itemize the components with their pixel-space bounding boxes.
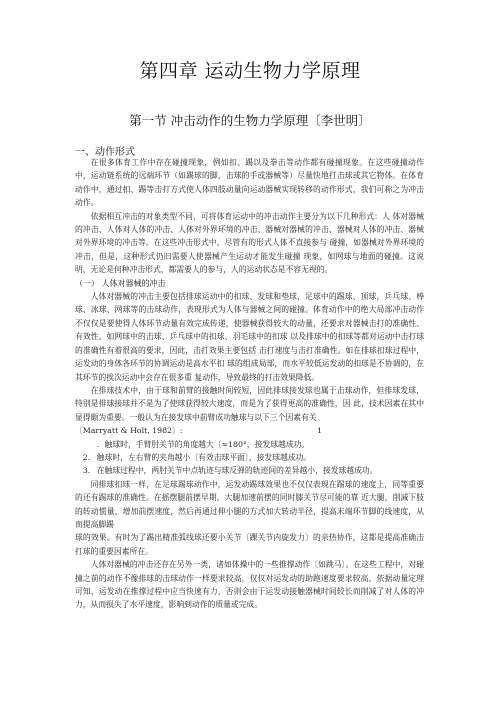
- paragraph: 球的效果。有时为了踢出精准弧线球还要小关节〔踝关节内旋发力〕的亲热协作，这都是提高准确击打球的重要因素所在。: [75, 533, 424, 556]
- paragraph: 人体对器械的冲击主要包括排球运动中的扣球、发球和垫球，足球中的踢球、顶球，乒乓球、棒球、冰球、网球等的击球动作，表现形式为人体与器械之间的碰撞。体育动作中的绝大局部冲击动作不仅仅是要使得人体环节动量有效完成传递，使器械获得较大的动量，还要求对器械击打的准确性、有效性。如网球中的击球、乒乓球中的扣球、羽毛球中的扣球 以及排球中的扣球等都对运动中击打球的准确性有着很高的要求，因此，击打效果主要包括 击打速度与击打准确性。如在排球扣球过程中，运发动的身体各环节的协调运动是高水平扣 球的组成局部，而水平较低运发动的扣球是不协调的，在其环节的挨次运动中会存在很多重 复动作，导致最终的打击效果降低。: [75, 292, 424, 382]
- paragraph: 在很多体育工作中存在碰撞现象，例如扣、踢以及拳击等动作都有碰撞现象。在这些碰撞动作中，运动链系统的远端环节（如踢球的脚，击球的手或器械等）尽量快地打击球或其它物体。在体育动作中，通过扣、踢等击打方式使人体四肢动量向运动器械实现转移的动作形式，我们可称之为冲击动作。: [75, 158, 424, 208]
- subheading-human-to-equipment: （一） 人体对器械的冲击: [75, 278, 166, 288]
- paragraph: 在排球技术中，由于球和前臂的接触时间较短，因此排球接发球也属于击球动作，但排球发球，特别是排球接球并不是为了使球获得较大速度，而是为了获得更高的准确性，因 此，技术因素在其中显得颇为重要。一般认为在接发球中前臂成功触球与以下三个因素有关: [75, 385, 424, 422]
- heading-action-forms: 一、动作形式: [75, 147, 135, 158]
- footnote-marker: 1: [317, 426, 322, 436]
- citation: 〔Marryatt & Holt, 1982〕:: [75, 426, 183, 436]
- chapter-title: 第四章 运动生物力学原理: [139, 60, 361, 82]
- citation-line: [75, 424, 424, 437]
- section-title: 第一节 冲击动作的生物力学原理〔李世明〕: [129, 113, 371, 128]
- list-item: 2. 触球时，左右臂的夹角越小〔有效击球平面〕，接发球越成功。: [82, 452, 312, 462]
- paragraph: 依据相互冲击的对象类型不同，可将体育运动中的冲击动作主要分为以下几种形式：人 体对器械的冲击、人体对人体的冲击、人体对外界环境的冲击、器械对器械的冲击、器械对人体的冲击、器械对外界环境的冲击等。在这些冲击形式中，尽管有的形式人体不直接参与 碰撞，如器械对外界环境的冲击，但是，这种形式仍旧需要人使器械产生运动才能发生碰撞 现象，如网球与地面的碰撞。这说明，无论是何种冲击形式，都需要人的参与，人的运动状态是不容无视的。: [75, 211, 424, 275]
- list-item: ．触球时，手臂肘关节的角度越大〔≈180°，接发球越成功。: [96, 439, 310, 449]
- body-text: [75, 156, 424, 612]
- paragraph: 同排球扣球一样，在足球踢球动作中，运发动踢球效果也不仅仅表现在踢球的速度上，同等重要的还有踢球的准确性。在摇摆腿前摆早期，大腿加速前摆的同时膝关节尽可能的靠 近大腿，削减下肢的转动惯量，增加前摆速度，然后再通过伸小腿的方式加大转动半径，提高末端环节脚的线速度，从而提高脚踢: [75, 479, 424, 529]
- list-item: 3. 在触球过程中，两肘关节中点轨迹与球反弹的轨迹间的差异越小，接发球越成功。: [82, 466, 378, 476]
- paragraph: 人体对器械的冲击还存在另外一类，诸如体操中的一些推撑动作〔如跳马〕。在这些工程中，对碰撞之前的动作不像排球的击球动作一样要求较高，仅仅对运发动的助跑速度要求较高，依据动量定理可知，运发动在推撑过程中应当快速有力，否则会由于运发动接触器械时间较长而削减了对人体的冲力，从而损失了水平速度，影响到动作的质量或完成。: [75, 560, 424, 610]
